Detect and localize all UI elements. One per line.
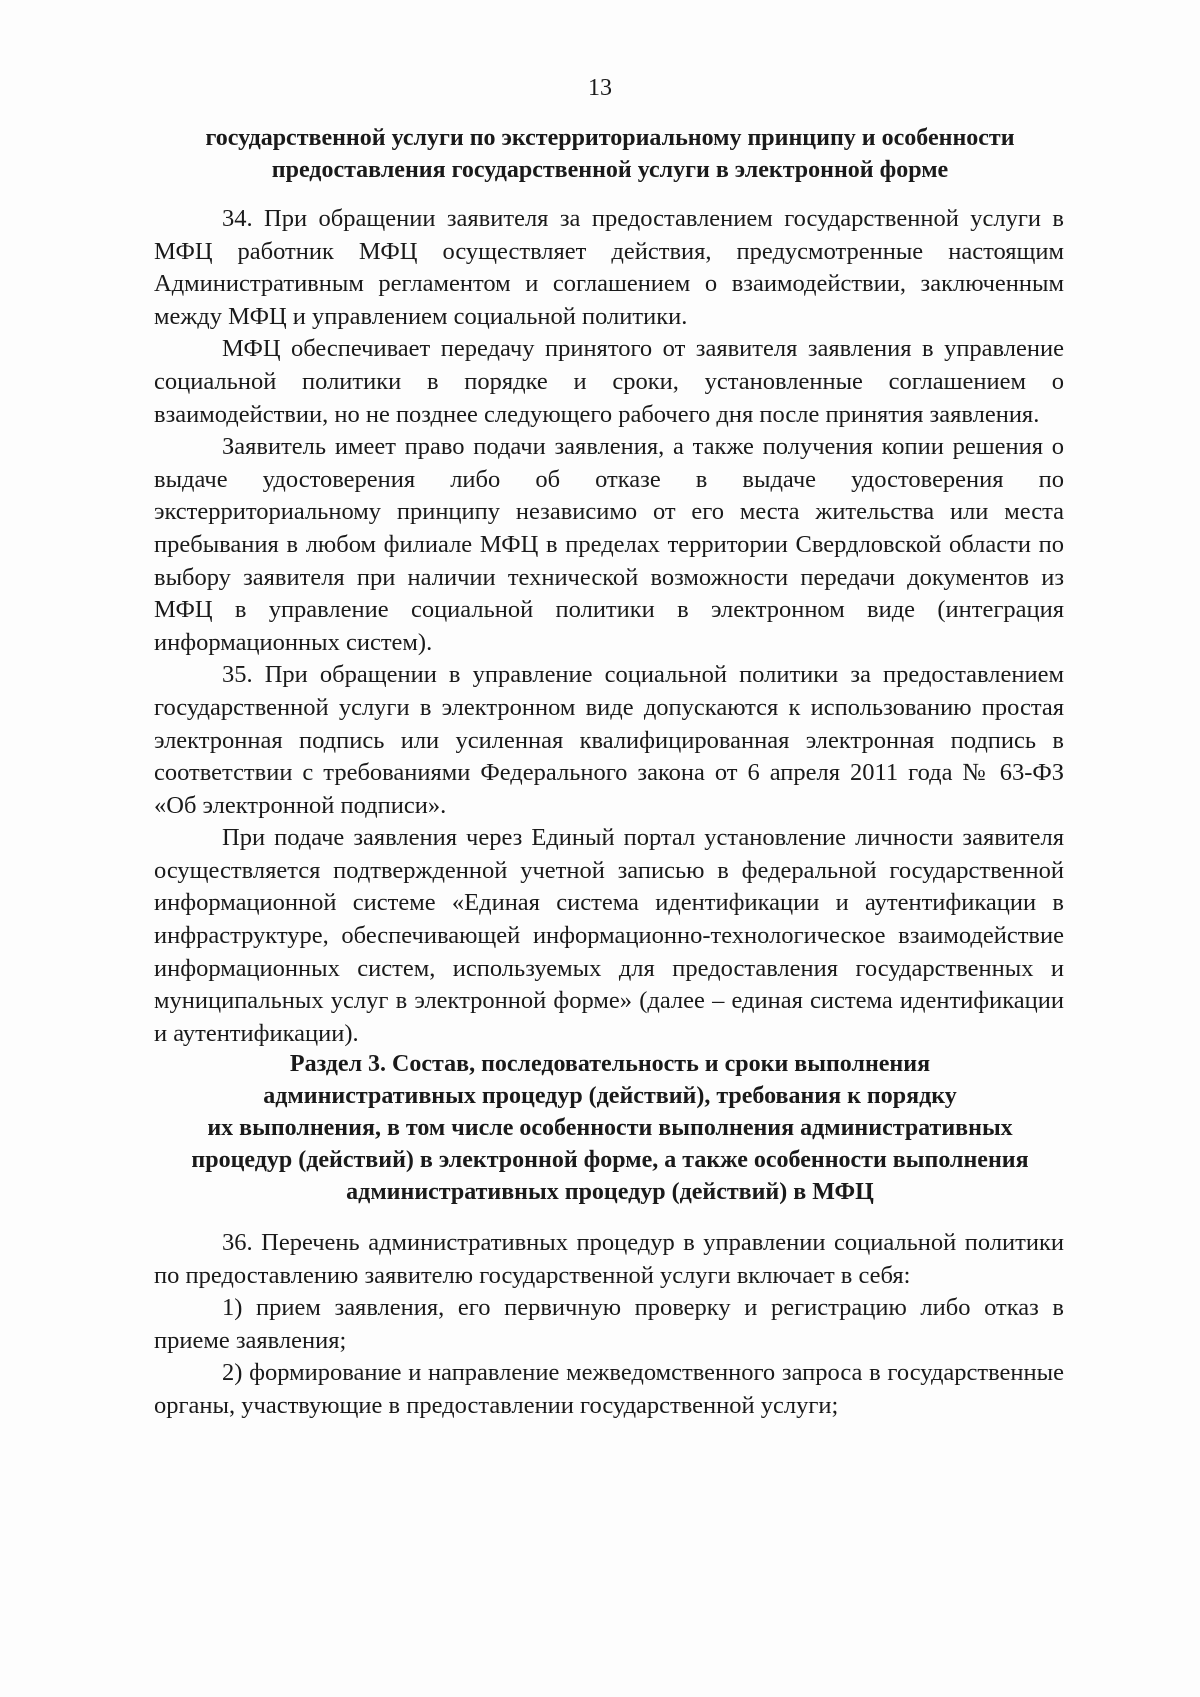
paragraph-34: 34. При обращении заявителя за предоставлением государственной услуги в МФЦ работник МФЦ осуществляет действия, предусмотренные настоящим Административным регламентом и соглашением о взаимодействии, заключенным между МФЦ и управлением социальной политики. xyxy=(154,205,1064,330)
list-item-2: 2) формирование и направление межведомственного запроса в государственные органы, участвующие в предоставлении государственной услуги; xyxy=(154,1359,1064,1419)
paragraph-mfc-transfer: МФЦ обеспечивает передачу принятого от заявителя заявления в управление социальной политики в порядке и сроки, установленные соглашением о взаимодействии, но не позднее следующего рабочего дня после принятия заявления. xyxy=(154,335,1064,428)
list-item-1: 1) прием заявления, его первичную проверку и регистрацию либо отказ в приеме заявления; xyxy=(154,1294,1064,1354)
section-heading-line: Раздел 3. Состав, последовательность и сроки выполнения xyxy=(289,1051,931,1077)
section-heading-line: их выполнения, в том числе особенности выполнения административных xyxy=(207,1115,1013,1141)
top-heading xyxy=(150,122,1070,186)
page-number: 13 xyxy=(588,75,612,101)
paragraph-36: 36. Перечень административных процедур в управлении социальной политики по предоставлению заявителю государственной услуги включает в себя: xyxy=(154,1229,1064,1289)
top-heading-line: предоставления государственной услуги в электронной форме xyxy=(271,157,949,183)
paragraph-35: 35. При обращении в управление социальной политики за предоставлением государственной услуги в электронном виде допускаются к использованию простая электронная подпись или усиленная квалифицированная электронная подпись в соответствии с требованиями Федерального закона от 6 апреля 2011 года № 63-ФЗ «Об электронной подписи». xyxy=(154,661,1064,819)
paragraph-applicant-right: Заявитель имеет право подачи заявления, а также получения копии решения о выдаче удостоверения либо об отказе в выдаче удостоверения по экстерриториальному принципу независимо от его места жительства или места пребывания в любом филиале МФЦ в пределах территории Свердловской области по выбору заявителя при наличии технической возможности передачи документов из МФЦ в управление социальной политики в электронном виде (интеграция информационных систем). xyxy=(154,433,1064,656)
section-heading xyxy=(140,1048,1080,1208)
section-heading-line: административных процедур (действий), требования к порядку xyxy=(263,1083,957,1109)
section-heading-line: административных процедур (действий) в МФЦ xyxy=(346,1179,874,1205)
body-text-block-2 xyxy=(154,1227,1064,1423)
section-heading-line: процедур (действий) в электронной форме, а также особенности выполнения xyxy=(191,1147,1029,1173)
top-heading-line: государственной услуги по экстерриториальному принципу и особенности xyxy=(205,125,1015,151)
paragraph-unified-portal: При подаче заявления через Единый портал установление личности заявителя осуществляется подтвержденной учетной записью в федеральной государственной информационной системе «Единая система идентификации и аутентификации в инфраструктуре, обеспечивающей информационно-технологическое взаимодействие информационных систем, используемых для предоставления государственных и муниципальных услуг в электронной форме» (далее – единая система идентификации и аутентификации). xyxy=(154,824,1064,1047)
body-text-block xyxy=(154,203,1064,1050)
